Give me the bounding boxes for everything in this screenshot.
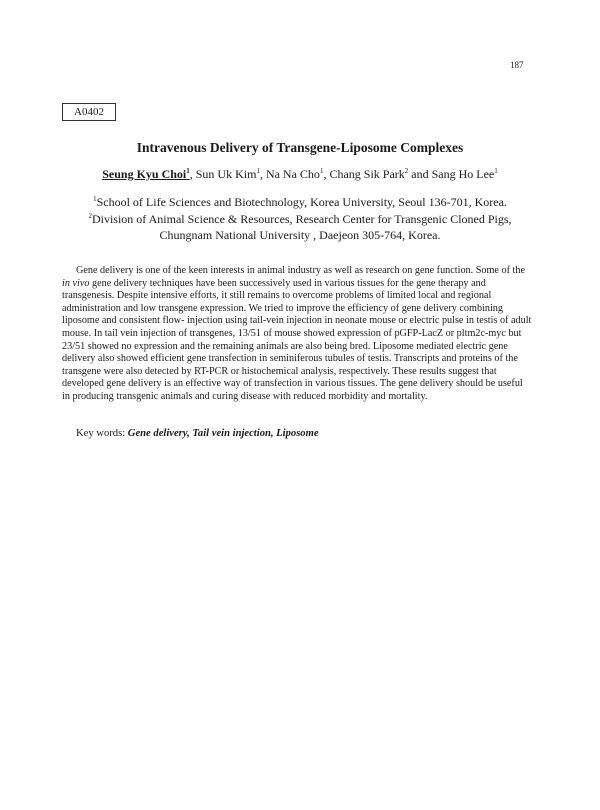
affiliation-text: School of Life Sciences and Biotechnology, Korea University, Seoul 136-701, Korea. [96, 195, 507, 209]
abstract-text: gene delivery techniques have been successively used in various tissues for the gene therapy and transgenesis. Despite intensive efforts, it still remains to overcome problems of limited local and regional administration and low transgene expression. We tried to improve the efficiency of gene delivery combining liposome and consistent flow- injection using tail-vein injection in neonate mouse or electric pulse in testis of adult mouse. In tail vein injection of transgenes, 13/51 of mouse showed expression of pGFP-LacZ or pltm2c-myc but 23/51 showed no expression and the remaining animals are also being bred. Liposome mediated electric gene delivery also showed efficient gene transfection in seminiferous tubules of testis. Transcripts and proteins of the transgene were also detected by RT-PCR or histochemical analysis, respectively. These results suggest that developed gene delivery is an effective way of transfection in various tissues. The gene delivery should be useful in producing transgenic animals and curing disease with reduced morbidity and mortality. [62, 277, 532, 402]
affiliation-text: Division of Animal Science & Resources, Research Center for Transgenic Cloned Pigs, [91, 212, 512, 226]
author-affiliation-mark: 1 [186, 167, 190, 175]
keywords-label: Key words: [76, 428, 128, 439]
abstract-paragraph [62, 265, 532, 404]
paper-title: Intravenous Delivery of Transgene-Liposome Complexes [136, 140, 464, 155]
abstract-code-box: A0402 [62, 103, 116, 121]
author-name: Sun Uk Kim [195, 167, 257, 181]
keywords [76, 428, 319, 439]
abstract-text: Gene delivery is one of the keen interests in animal industry as well as research on gene function. Some of the [76, 265, 525, 276]
author-separator: and [408, 167, 432, 181]
abstract-body [62, 265, 532, 404]
presenting-author [102, 167, 190, 181]
affiliation-text: Chungnam National University , Daejeon 305-764, Korea. [159, 228, 441, 242]
author-affiliation-mark: 1 [494, 167, 498, 175]
author-list [0, 167, 600, 182]
affiliation-2 [0, 212, 600, 227]
author-affiliation-mark: 2 [404, 167, 409, 175]
affiliation-2-continued [0, 228, 600, 243]
author-name: Na Na Cho [265, 167, 320, 181]
keywords-terms: Gene delivery, Tail vein injection, Liposome [127, 428, 319, 439]
author-name: Seung Kyu Choi [102, 167, 187, 181]
author-affiliation-mark: 1 [256, 167, 260, 175]
author-affiliation-mark: 1 [319, 167, 324, 175]
affiliation-mark: 2 [88, 212, 92, 220]
author-name: Sang Ho Lee [431, 167, 495, 181]
abstract-italic-term: in vivo [62, 277, 90, 289]
author-separator: , [323, 167, 330, 181]
author-name: Chang Sik Park [329, 167, 405, 181]
page-number: 187 [510, 60, 524, 70]
affiliation-1 [0, 195, 600, 210]
author-separator: , [189, 167, 196, 181]
affiliation-mark: 1 [93, 195, 97, 203]
author-separator: , [259, 167, 266, 181]
